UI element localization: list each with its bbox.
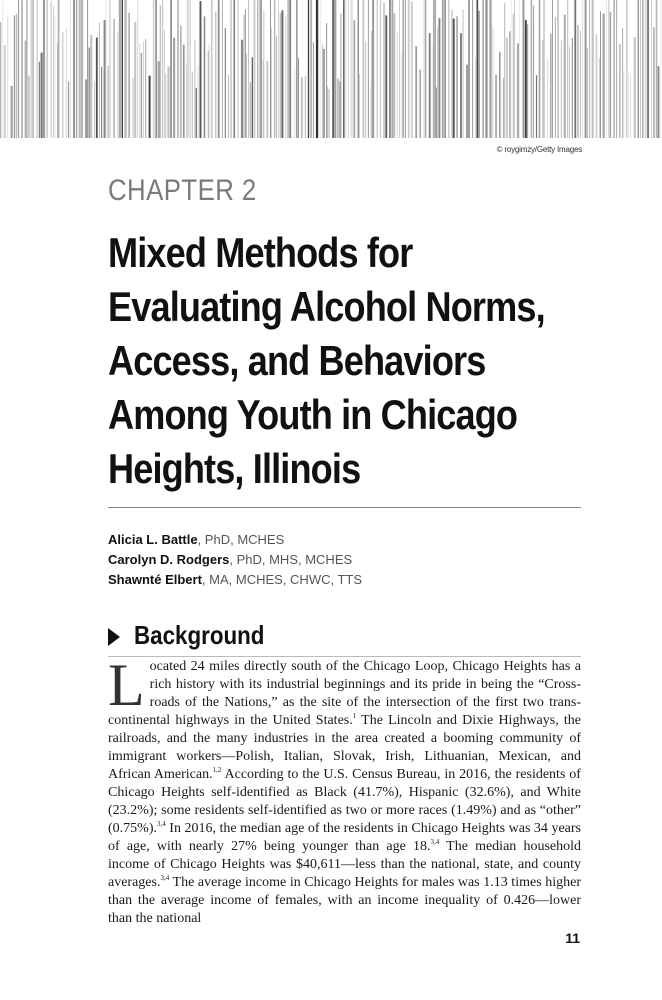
banner-stripe bbox=[26, 0, 27, 138]
banner-stripe bbox=[18, 0, 19, 138]
banner-stripe bbox=[332, 0, 334, 138]
banner-stripe bbox=[495, 75, 497, 138]
banner-stripe bbox=[250, 82, 251, 138]
banner-stripe bbox=[322, 44, 323, 138]
banner-stripe bbox=[318, 0, 319, 138]
banner-stripe bbox=[153, 0, 155, 138]
banner-stripe bbox=[263, 11, 264, 138]
banner-stripe bbox=[514, 0, 515, 138]
banner-stripe bbox=[653, 27, 655, 138]
banner-stripe bbox=[408, 0, 410, 138]
banner-stripe bbox=[647, 0, 649, 138]
citation-superscript: 1 bbox=[352, 712, 357, 720]
banner-stripe bbox=[397, 33, 398, 138]
body-text-segment: In 2016, the median age of the residents in Chicago Heights was 34 years of age, with nearly 27% being younger than age 18. bbox=[108, 821, 581, 854]
banner-stripe bbox=[204, 16, 206, 138]
banner-stripe bbox=[343, 0, 344, 138]
banner-stripe bbox=[596, 34, 598, 138]
banner-stripe bbox=[353, 20, 355, 138]
banner-stripe bbox=[340, 13, 341, 138]
banner-stripe bbox=[134, 22, 136, 138]
banner-stripe bbox=[519, 0, 520, 138]
banner-stripe bbox=[419, 70, 421, 138]
banner-stripe bbox=[106, 0, 107, 138]
banner-stripe bbox=[320, 0, 321, 138]
banner-stripe bbox=[460, 33, 462, 138]
banner-stripe bbox=[85, 79, 87, 138]
banner-stripe bbox=[432, 43, 433, 138]
banner-stripe bbox=[200, 1, 202, 138]
banner-stripe bbox=[81, 0, 83, 138]
body-text-segment: The Lincoln and Dixie Highways, the railroads, and the many industries in the area created a booming community of immigrant workers—Polish, Italian, Slovak, Irish, Lithuanian, Mexican, and African American. bbox=[108, 713, 581, 782]
author-credentials: , PhD, MCHES bbox=[197, 532, 285, 547]
banner-stripe bbox=[642, 0, 643, 138]
banner-stripe bbox=[310, 0, 312, 138]
banner-stripe bbox=[76, 0, 77, 138]
banner-stripe bbox=[499, 52, 500, 138]
banner-stripe bbox=[350, 0, 351, 138]
citation-superscript: 3,4 bbox=[157, 820, 166, 828]
title-divider bbox=[108, 507, 581, 508]
banner-stripe bbox=[645, 0, 647, 138]
banner-stripe bbox=[301, 77, 303, 138]
banner-stripe bbox=[177, 0, 179, 138]
banner-stripe bbox=[552, 0, 553, 138]
author-2 bbox=[108, 550, 362, 570]
banner-stripe bbox=[572, 38, 573, 138]
banner-stripe bbox=[109, 0, 111, 138]
banner-stripe bbox=[192, 72, 193, 138]
banner-stripe bbox=[359, 74, 360, 138]
banner-stripe bbox=[55, 15, 56, 138]
banner-stripe bbox=[542, 40, 543, 138]
triangle-bullet-icon bbox=[108, 628, 120, 646]
banner-stripe bbox=[101, 67, 102, 138]
author-name: Alicia L. Battle bbox=[108, 532, 198, 547]
banner-stripe bbox=[128, 13, 130, 138]
section-heading-background bbox=[108, 620, 286, 651]
banner-stripe bbox=[266, 61, 268, 138]
banner-stripe bbox=[656, 0, 658, 138]
banner-stripe bbox=[215, 12, 217, 138]
banner-stripe bbox=[104, 20, 106, 138]
banner-stripe bbox=[402, 0, 404, 138]
banner-stripe bbox=[391, 0, 393, 138]
banner-stripe bbox=[198, 65, 199, 138]
banner-stripe bbox=[661, 0, 662, 138]
banner-stripe bbox=[527, 24, 528, 138]
banner-stripe bbox=[173, 38, 175, 138]
banner-stripe bbox=[569, 47, 570, 138]
banner-stripe bbox=[245, 9, 246, 138]
banner-stripe bbox=[377, 0, 378, 138]
banner-stripe bbox=[619, 44, 620, 138]
banner-stripe bbox=[183, 45, 185, 138]
banner-stripe bbox=[509, 31, 510, 138]
banner-stripe bbox=[365, 41, 366, 138]
banner-stripe bbox=[362, 0, 364, 138]
banner-stripe bbox=[380, 0, 381, 138]
banner-stripe bbox=[451, 10, 452, 138]
banner-stripe bbox=[280, 13, 282, 138]
banner-stripe bbox=[323, 49, 325, 138]
banner-stripe bbox=[476, 0, 478, 138]
banner-stripe bbox=[627, 0, 628, 138]
banner-stripe bbox=[25, 41, 27, 139]
banner-stripe bbox=[234, 0, 235, 138]
banner-stripe bbox=[158, 61, 160, 138]
banner-stripe bbox=[525, 20, 527, 138]
banner-stripe bbox=[370, 82, 371, 138]
banner-stripe bbox=[383, 3, 384, 138]
banner-stripe bbox=[141, 53, 142, 138]
banner-stripe bbox=[429, 33, 431, 138]
banner-stripe bbox=[276, 36, 277, 138]
banner-stripe bbox=[567, 0, 568, 138]
banner-stripe bbox=[610, 12, 611, 138]
photo-credit: © roygimzy/Getty Images bbox=[496, 145, 582, 154]
citation-superscript: 3,4 bbox=[160, 874, 170, 882]
body-text-segment: The average income in Chicago Heights for males was 1.13 times higher than the average income of females, with an income inequality of 0.426—lower than the national bbox=[108, 875, 581, 926]
banner-stripe bbox=[603, 14, 605, 138]
banner-stripe bbox=[187, 0, 189, 138]
banner-stripe bbox=[436, 88, 437, 139]
author-credentials: , MA, MCHES, CHWC, TTS bbox=[201, 572, 363, 587]
banner-stripe bbox=[14, 15, 15, 138]
banner-stripe bbox=[411, 2, 413, 138]
banner-stripe bbox=[394, 13, 396, 138]
banner-stripe bbox=[166, 74, 167, 139]
banner-stripe bbox=[444, 0, 446, 138]
banner-stripe bbox=[334, 0, 336, 138]
banner-stripe bbox=[616, 0, 617, 138]
banner-stripe bbox=[263, 60, 264, 138]
banner-stripe bbox=[531, 0, 533, 138]
banner-stripe bbox=[119, 0, 121, 138]
body-text-segment: According to the U.S. Census Bureau, in 2016, the residents of Chicago Heights self-identified as Black (41.7%), Hispanic (32.6%), and White (23.2%); some residents self-identified as two or more races (1.49%) and as “other” (0.75%). bbox=[108, 767, 581, 836]
banner-stripe bbox=[79, 0, 81, 138]
banner-stripe bbox=[448, 0, 449, 138]
banner-stripe bbox=[580, 31, 581, 138]
banner-stripe bbox=[405, 0, 406, 138]
banner-stripe bbox=[435, 0, 436, 138]
banner-stripe bbox=[348, 0, 349, 138]
banner-stripe bbox=[533, 6, 534, 138]
banner-stripe bbox=[261, 0, 262, 138]
banner-stripe bbox=[285, 17, 286, 138]
banner-stripe bbox=[622, 28, 623, 138]
banner-stripe bbox=[41, 53, 43, 138]
banner-stripe bbox=[143, 41, 144, 138]
banner-stripe bbox=[4, 45, 6, 138]
banner-stripe bbox=[241, 40, 243, 138]
banner-stripe bbox=[609, 0, 610, 138]
banner-stripe bbox=[3, 0, 4, 138]
citation-superscript: 3,4 bbox=[430, 838, 440, 846]
banner-stripe bbox=[402, 54, 403, 138]
banner-stripe bbox=[485, 0, 487, 138]
banner-stripe bbox=[337, 79, 338, 138]
author-name: Shawnté Elbert bbox=[108, 572, 202, 587]
banner-stripe bbox=[630, 75, 631, 138]
banner-stripe bbox=[482, 0, 484, 138]
header-photo-banner bbox=[0, 0, 662, 138]
banner-stripe bbox=[298, 58, 299, 138]
banner-stripe bbox=[453, 19, 455, 139]
banner-stripe bbox=[32, 0, 34, 138]
body-text-segment: ocated 24 miles directly south of the Chicago Loop, Chicago Heights has a rich history with its industrial beginnings and its pride in being the “Crossroads of the Nations,” as the site of the intersection of the first two transcontinental highways in the United States. bbox=[108, 659, 581, 728]
banner-stripe bbox=[372, 0, 374, 138]
banner-stripe bbox=[170, 0, 172, 138]
banner-stripe bbox=[640, 0, 641, 138]
banner-stripe bbox=[600, 11, 601, 138]
banner-stripe bbox=[160, 5, 161, 138]
banner-stripe bbox=[466, 65, 468, 138]
banner-stripe bbox=[592, 0, 594, 138]
banner-stripe bbox=[506, 38, 507, 138]
banner-stripe bbox=[438, 18, 440, 138]
banner-stripe bbox=[28, 76, 29, 139]
section-divider bbox=[108, 656, 581, 657]
banner-stripe bbox=[613, 0, 614, 138]
citation-superscript: 1,2 bbox=[212, 766, 222, 774]
banner-stripe bbox=[425, 0, 427, 138]
banner-stripe bbox=[539, 0, 541, 138]
chapter-title: Mixed Methods for Evaluating Alcohol Norms, Access, and Behaviors Among Youth in Chicago Heights, Illinois bbox=[108, 229, 545, 492]
banner-stripe bbox=[628, 72, 629, 139]
banner-stripe bbox=[326, 23, 327, 138]
banner-stripe bbox=[155, 0, 157, 138]
banner-stripe bbox=[543, 0, 544, 138]
banner-stripe bbox=[70, 0, 71, 138]
banner-stripe bbox=[90, 35, 92, 138]
banner-stripe bbox=[259, 0, 261, 138]
banner-stripe bbox=[68, 82, 69, 139]
banner-stripe bbox=[352, 0, 353, 138]
drop-cap: L bbox=[108, 652, 145, 718]
banner-stripe bbox=[237, 0, 239, 138]
banner-stripe bbox=[62, 32, 64, 138]
banner-stripe bbox=[651, 0, 652, 138]
banner-stripe bbox=[589, 0, 590, 138]
banner-stripe bbox=[489, 0, 491, 138]
banner-stripe bbox=[577, 25, 578, 138]
author-3 bbox=[108, 570, 362, 590]
author-1 bbox=[108, 530, 362, 550]
author-credentials: , PhD, MHS, MCHES bbox=[229, 552, 353, 567]
banner-stripe bbox=[574, 0, 576, 138]
banner-stripe bbox=[585, 0, 587, 138]
banner-stripe bbox=[634, 37, 636, 138]
banner-stripe bbox=[0, 22, 1, 138]
banner-stripe bbox=[523, 0, 525, 138]
banner-stripe bbox=[328, 89, 329, 138]
banner-stripe bbox=[274, 0, 275, 138]
banner-stripe bbox=[313, 42, 314, 138]
banner-stripe bbox=[316, 0, 318, 138]
banner-stripe bbox=[468, 0, 470, 138]
banner-stripe bbox=[211, 0, 213, 138]
banner-stripe bbox=[557, 0, 559, 138]
banner-stripe bbox=[164, 30, 165, 138]
banner-stripe bbox=[658, 66, 660, 138]
banner-stripe bbox=[599, 58, 600, 138]
banner-stripe bbox=[253, 0, 255, 138]
banner-stripe bbox=[137, 0, 138, 138]
banner-stripe bbox=[146, 39, 147, 138]
banner-stripe bbox=[511, 0, 512, 138]
banner-stripe bbox=[125, 0, 126, 138]
banner-stripe bbox=[222, 0, 223, 138]
banner-stripe bbox=[287, 0, 289, 138]
banner-stripe bbox=[218, 0, 220, 138]
body-text-segment: The median household income of Chicago Heights was $40,611—less than the national, state, and county averages. bbox=[108, 839, 581, 890]
banner-stripe bbox=[46, 0, 47, 138]
banner-stripe bbox=[89, 48, 91, 139]
banner-stripe bbox=[57, 43, 58, 138]
banner-stripe bbox=[415, 46, 417, 138]
banner-stripe bbox=[66, 27, 67, 138]
banner-stripe bbox=[7, 16, 8, 138]
banner-stripe bbox=[43, 0, 45, 138]
banner-stripe bbox=[627, 0, 628, 138]
banner-stripe bbox=[423, 0, 424, 138]
banner-stripe bbox=[73, 0, 75, 138]
banner-stripe bbox=[536, 75, 537, 138]
banner-stripe bbox=[478, 11, 480, 138]
banner-stripe bbox=[39, 62, 40, 138]
body-paragraph bbox=[108, 652, 581, 928]
banner-stripe bbox=[126, 0, 127, 138]
banner-stripe bbox=[389, 0, 391, 138]
banner-stripe bbox=[180, 26, 182, 139]
banner-stripe bbox=[555, 17, 556, 138]
banner-stripe bbox=[168, 67, 170, 138]
banner-stripe bbox=[225, 28, 226, 138]
section-heading-text: Background bbox=[134, 620, 265, 650]
banner-stripe bbox=[231, 0, 232, 138]
page-number: 11 bbox=[565, 930, 580, 946]
banner-stripe bbox=[194, 40, 195, 138]
banner-stripe bbox=[503, 78, 504, 138]
banner-stripe bbox=[94, 82, 95, 138]
author-list bbox=[108, 530, 362, 590]
banner-stripe bbox=[308, 0, 309, 138]
banner-stripe bbox=[243, 15, 244, 138]
author-name: Carolyn D. Rodgers bbox=[108, 552, 230, 567]
banner-stripe bbox=[196, 88, 197, 138]
banner-stripe bbox=[385, 15, 387, 138]
banner-stripe bbox=[564, 15, 566, 139]
banner-stripe bbox=[517, 43, 519, 138]
banner-stripe bbox=[475, 57, 476, 138]
banner-stripe bbox=[305, 76, 306, 138]
banner-stripe bbox=[296, 0, 297, 138]
banner-stripe bbox=[437, 28, 438, 138]
banner-stripe bbox=[270, 0, 271, 138]
banner-stripe bbox=[462, 9, 464, 138]
banner-stripe bbox=[456, 16, 457, 138]
banner-stripe bbox=[99, 23, 100, 138]
banner-stripe bbox=[36, 0, 38, 138]
banner-stripe bbox=[58, 0, 60, 138]
banner-stripe bbox=[87, 0, 88, 138]
banner-stripe bbox=[21, 0, 22, 138]
barcode-stripes-image bbox=[0, 0, 662, 138]
chapter-label: CHAPTER 2 bbox=[108, 174, 257, 207]
banner-stripe bbox=[96, 38, 98, 139]
banner-stripe bbox=[132, 78, 134, 138]
banner-stripe bbox=[113, 19, 115, 138]
banner-stripe bbox=[433, 0, 435, 138]
banner-stripe bbox=[246, 53, 247, 138]
banner-stripe bbox=[271, 28, 272, 138]
banner-stripe bbox=[11, 86, 13, 138]
banner-stripe bbox=[209, 45, 210, 139]
banner-stripe bbox=[638, 0, 639, 138]
banner-stripe bbox=[371, 31, 372, 138]
banner-stripe bbox=[190, 0, 191, 138]
banner-stripe bbox=[513, 13, 514, 138]
banner-stripe bbox=[257, 0, 258, 138]
banner-stripe bbox=[492, 27, 494, 138]
banner-stripe bbox=[16, 14, 17, 138]
banner-stripe bbox=[587, 48, 588, 138]
banner-stripe bbox=[122, 0, 123, 138]
banner-stripe bbox=[108, 66, 109, 138]
banner-stripe bbox=[345, 0, 347, 138]
banner-stripe bbox=[162, 0, 163, 138]
banner-stripe bbox=[340, 81, 341, 138]
banner-stripe bbox=[252, 57, 253, 138]
banner-stripe bbox=[289, 0, 291, 138]
banner-stripe bbox=[294, 68, 296, 138]
banner-stripe bbox=[31, 0, 32, 138]
banner-stripe bbox=[117, 32, 118, 138]
banner-stripe bbox=[51, 0, 52, 138]
banner-stripe bbox=[561, 40, 562, 138]
banner-stripe bbox=[358, 0, 359, 138]
banner-stripe bbox=[47, 0, 48, 138]
banner-stripe bbox=[50, 3, 51, 138]
banner-stripe bbox=[550, 34, 551, 138]
banner-stripe bbox=[149, 76, 151, 138]
banner-stripe bbox=[472, 0, 473, 138]
banner-stripe bbox=[248, 0, 249, 138]
banner-stripe bbox=[368, 0, 369, 138]
banner-stripe bbox=[582, 0, 583, 138]
banner-stripe bbox=[442, 0, 444, 138]
banner-stripe bbox=[282, 10, 284, 138]
